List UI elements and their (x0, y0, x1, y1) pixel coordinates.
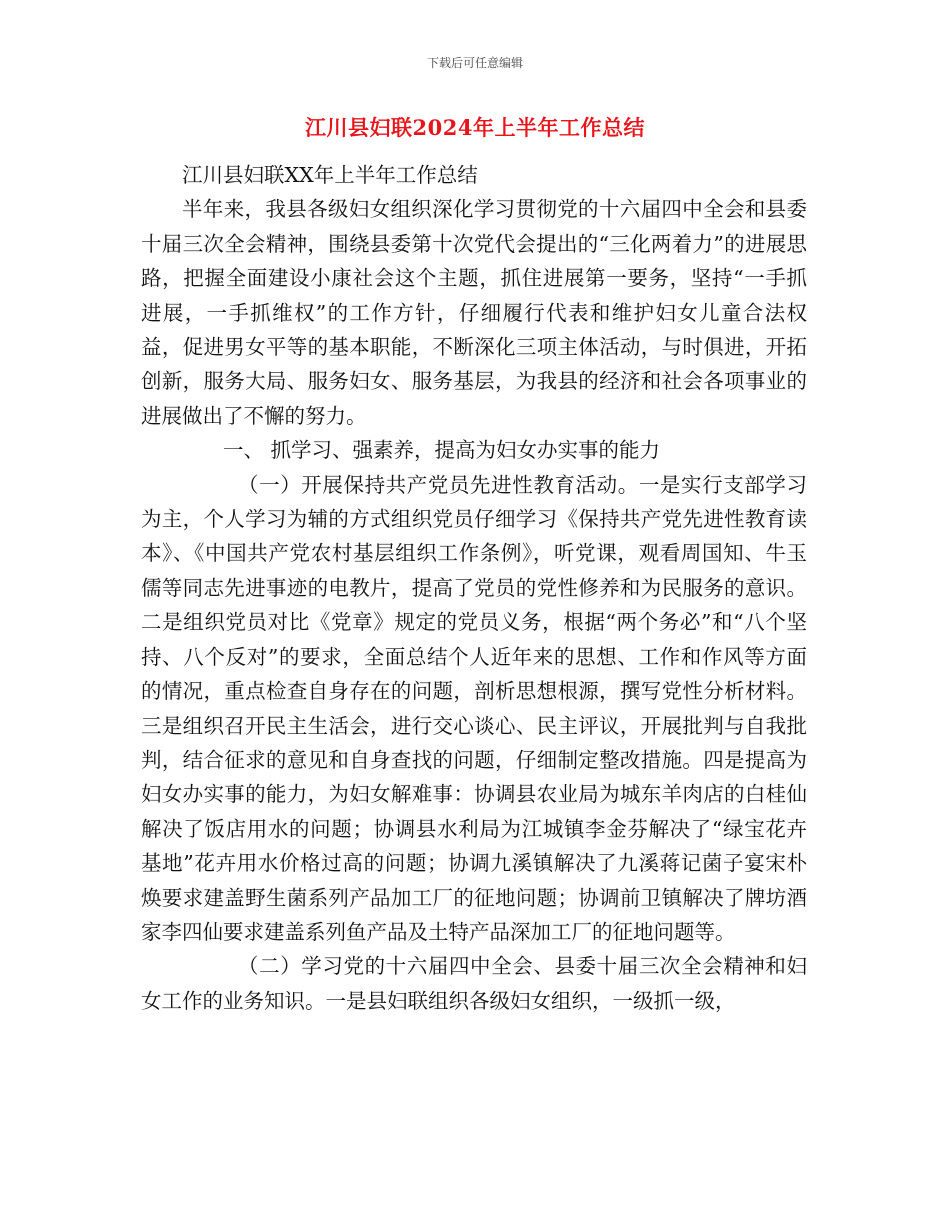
paragraph-item-2: （二）学习党的十六届四中全会、县委十届三次全会精神和妇女工作的业务知识。一是县妇联组织各级妇女组织，一级抓一级， (141, 954, 807, 1013)
header-note: 下载后可任意编辑 (426, 56, 523, 70)
paragraph-intro: 半年来，我县各级妇女组织深化学习贯彻党的十六届四中全会和县委十届三次全会精神，围绕县委第十次党代会提出的“三化两着力”的进展思路，把握全面建设小康社会这个主题，抓住进展第一要务，坚持“一手抓进展，一手抓维权”的工作方针，仔细履行代表和维护妇女儿童合法权益，促进男女平等的基本职能，不断深化三项主体活动，与时俱进，开拓创新，服务大局、服务妇女、服务基层，为我县的经济和社会各项事业的进展做出了不懈的努力。 (141, 197, 807, 428)
paragraph-subtitle: 江川县妇联XX年上半年工作总结 (182, 163, 478, 187)
section-heading-1: 一、 抓学习、强素养，提高为妇女办实事的能力 (223, 438, 661, 463)
document-body (141, 158, 807, 1018)
document-title: 江川县妇联2024年上半年工作总结 (305, 115, 645, 140)
paragraph-item-1: （一）开展保持共产党员先进性教育活动。一是实行支部学习为主，个人学习为辅的方式组织党员仔细学习《保持共产党先进性教育读本》、《中国共产党农村基层组织工作条例》，听党课，观看周国知、牛玉儒等同志先进事迹的电教片，提高了党员的党性修养和为民服务的意识。二是组织党员对比《党章》规定的党员义务，根据“两个务必”和“八个坚持、八个反对”的要求，全面总结个人近年来的思想、工作和作风等方面的情况，重点检查自身存在的问题，剖析思想根源，撰写党性分析材料。三是组织召开民主生活会，进行交心谈心、民主评议，开展批判与自我批判，结合征求的意见和自身查找的问题，仔细制定整改措施。四是提高为妇女办实事的能力，为妇女解难事：协调县农业局为城东羊肉店的白桂仙解决了饭店用水的问题；协调县水利局为江城镇李金芬解决了“绿宝花卉基地”花卉用水价格过高的问题；协调九溪镇解决了九溪蒋记菌子宴宋朴焕要求建盖野生菌系列产品加工厂的征地问题；协调前卫镇解决了牌坊酒家李四仙要求建盖系列鱼产品及土特产品深加工厂的征地问题等。 (141, 472, 807, 944)
